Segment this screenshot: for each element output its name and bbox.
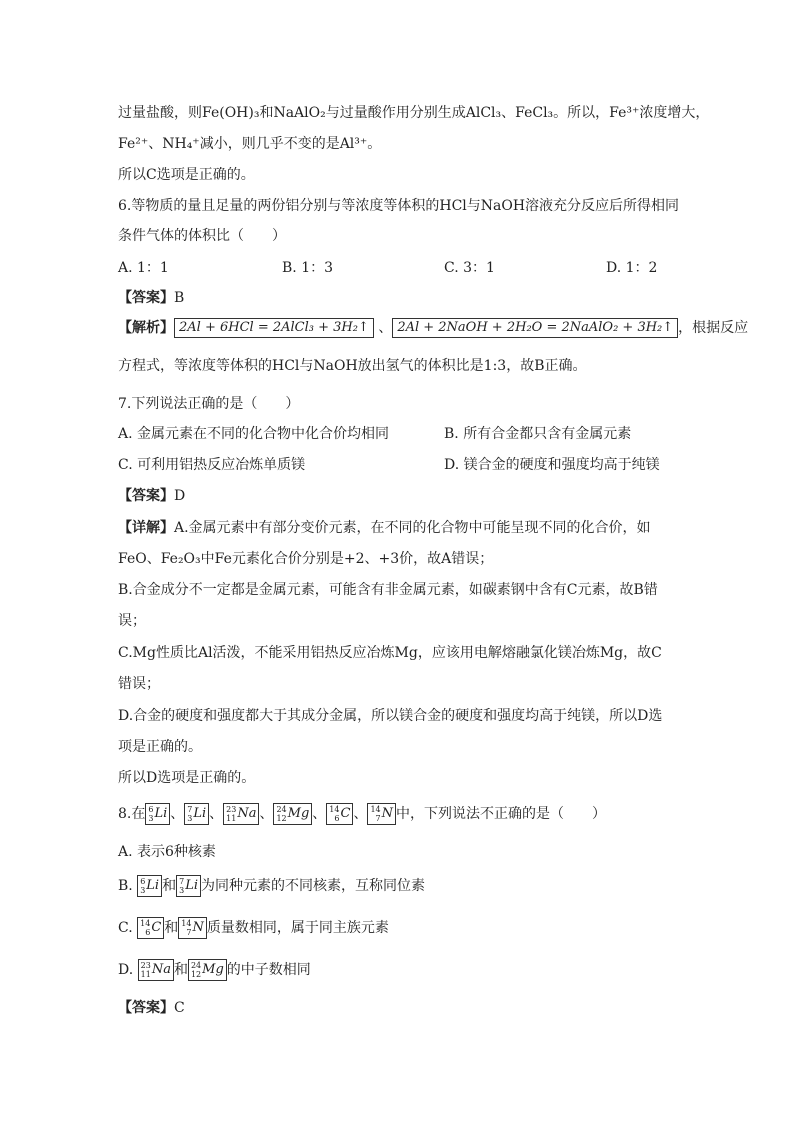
option-text: 的中子数相同 <box>226 962 311 978</box>
atomic-number: 3 <box>187 814 193 823</box>
mass-number: 24 <box>190 961 202 970</box>
atomic-number: 12 <box>276 814 287 823</box>
nuclide-box <box>138 959 174 981</box>
option-c <box>118 916 389 940</box>
atomic-number: 6 <box>334 814 340 823</box>
element-symbol: Mg <box>202 962 224 977</box>
element-symbol: Mg <box>287 806 310 821</box>
answer-label: 【答案】 <box>118 290 174 306</box>
detail-label: 【详解】 <box>118 520 174 536</box>
option-text: 质量数相同，属于同主族元素 <box>206 920 389 936</box>
nuclide-box <box>188 959 227 981</box>
separator: 、 <box>209 806 224 822</box>
option-d <box>118 958 311 982</box>
detail-text: A.金属元素中有部分变价元素，在不同的化合物中可能呈现不同的化合价，如 <box>174 520 651 536</box>
nuclide-box <box>367 803 396 825</box>
element-symbol: Li <box>154 806 168 821</box>
separator: 、 <box>312 806 327 822</box>
element-symbol: Li <box>193 806 207 821</box>
option-a: A. 表示6种核素 <box>118 844 216 860</box>
detail-line: 错误； <box>118 676 160 692</box>
separator: 、 <box>259 806 274 822</box>
detail-line: C.Mg性质比Al活泼，不能采用铝热反应冶炼Mg，应该用电解熔融氯化镁冶炼Mg，故C <box>118 645 662 661</box>
atomic-number: 11 <box>226 814 237 823</box>
nuclide-box <box>137 875 162 897</box>
element-symbol: N <box>381 806 393 821</box>
nuclide-box <box>176 875 201 897</box>
text-line: Fe²⁺、NH₄⁺减小，则几乎不变的是Al³⁺。 <box>118 136 382 152</box>
detail-line: 项是正确的。 <box>118 739 202 755</box>
answer-value: B <box>174 290 185 306</box>
atomic-number: 7 <box>186 928 192 937</box>
option-c: C. 3：1 <box>444 260 495 276</box>
nuclide-box <box>178 917 207 939</box>
stem-text: 8.在 <box>118 806 146 822</box>
element-symbol: Li <box>146 878 160 893</box>
question-6-stem: 条件气体的体积比（ ） <box>118 228 286 244</box>
answer-line <box>118 288 184 308</box>
answer-value: D <box>174 488 186 504</box>
text-line: 过量盐酸，则Fe(OH)₃和NaAlO₂与过量酸作用分别生成AlCl₃、FeCl₃。所以，Fe³⁺浓度增大， <box>118 105 710 121</box>
detail-line: 误； <box>118 613 146 629</box>
equation-box: 2Al + 6HCl = 2AlCl₃ + 3H₂↑ <box>174 318 374 338</box>
analysis-text: ，根据反应 <box>678 320 749 336</box>
mass-number: 23 <box>140 961 151 970</box>
equation-box: 2Al + 2NaOH + 2H₂O = 2NaAlO₂ + 3H₂↑ <box>392 318 678 338</box>
question-7-stem: 7.下列说法正确的是（ ） <box>118 396 300 412</box>
text-line: 所以C选项是正确的。 <box>118 167 255 183</box>
element-symbol: Li <box>185 878 198 893</box>
atomic-number: 3 <box>179 886 185 895</box>
mass-number: 14 <box>140 919 151 928</box>
stem-text: 中，下列说法不正确的是（ ） <box>396 806 606 822</box>
atomic-number: 3 <box>148 814 154 823</box>
question-8-stem <box>118 802 606 826</box>
option-text: 和 <box>173 962 188 978</box>
separator: 、 <box>353 806 368 822</box>
nuclide-box <box>223 803 259 825</box>
option-b <box>118 874 425 898</box>
answer-line <box>118 486 185 506</box>
answer-label: 【答案】 <box>118 488 174 504</box>
option-a: A. 1：1 <box>118 260 169 276</box>
analysis-line: 方程式，等浓度等体积的HCl与NaOH放出氢气的体积比是1:3，故B正确。 <box>118 358 587 374</box>
nuclide-box <box>137 917 164 939</box>
nuclide-box <box>273 803 312 825</box>
separator: 、 <box>170 806 185 822</box>
option-letter: B. <box>118 878 133 894</box>
detail-line: 所以D选项是正确的。 <box>118 770 256 786</box>
element-symbol: N <box>192 920 204 935</box>
separator: 、 <box>378 320 393 336</box>
detail-line: FeO、Fe₂O₃中Fe元素化合价分别是+2、+3价，故A错误； <box>118 551 494 567</box>
mass-number: 6 <box>140 877 146 886</box>
option-b: B. 所有合金都只含有金属元素 <box>444 426 632 442</box>
mass-number: 14 <box>329 805 340 814</box>
analysis-label: 【解析】 <box>118 320 174 336</box>
mass-number: 24 <box>276 805 287 814</box>
atomic-number: 3 <box>140 886 146 895</box>
option-c: C. 可利用铝热反应冶炼单质镁 <box>118 457 306 473</box>
mass-number: 14 <box>181 919 192 928</box>
mass-number: 14 <box>370 805 381 814</box>
question-6-stem: 6.等物质的量且足量的两份铝分别与等浓度等体积的HCl与NaOH溶液充分反应后所得相同 <box>118 198 680 214</box>
atomic-number: 11 <box>140 970 151 979</box>
atomic-number: 12 <box>190 970 202 979</box>
mass-number: 23 <box>226 805 237 814</box>
option-d: D. 1：2 <box>606 260 658 276</box>
nuclide-box <box>184 803 209 825</box>
detail-line: D.合金的硬度和强度都大于其成分金属，所以镁合金的硬度和强度均高于纯镁，所以D选 <box>118 708 663 724</box>
answer-line <box>118 998 185 1018</box>
nuclide-box <box>326 803 353 825</box>
nuclide-box <box>145 803 170 825</box>
option-text: 和 <box>162 878 177 894</box>
mass-number: 7 <box>187 805 193 814</box>
atomic-number: 6 <box>145 928 151 937</box>
atomic-number: 7 <box>375 814 381 823</box>
option-text: 和 <box>164 920 179 936</box>
option-letter: C. <box>118 920 133 936</box>
element-symbol: Na <box>151 962 171 977</box>
option-letter: D. <box>118 962 134 978</box>
option-d: D. 镁合金的硬度和强度均高于纯镁 <box>444 457 660 473</box>
mass-number: 6 <box>148 805 154 814</box>
element-symbol: C <box>340 806 351 821</box>
option-text: 为同种元素的不同核素，互称同位素 <box>200 878 425 894</box>
detail-line: B.合金成分不一定都是金属元素，可能含有非金属元素，如碳素钢中含有C元素，故B错 <box>118 582 658 598</box>
element-symbol: C <box>151 920 162 935</box>
element-symbol: Na <box>237 806 257 821</box>
option-b: B. 1：3 <box>282 260 334 276</box>
option-a: A. 金属元素在不同的化合物中化合价均相同 <box>118 426 390 442</box>
mass-number: 7 <box>179 877 185 886</box>
answer-label: 【答案】 <box>118 1000 174 1016</box>
analysis-line <box>118 318 748 338</box>
detail-line <box>118 518 651 538</box>
answer-value: C <box>174 1000 185 1016</box>
